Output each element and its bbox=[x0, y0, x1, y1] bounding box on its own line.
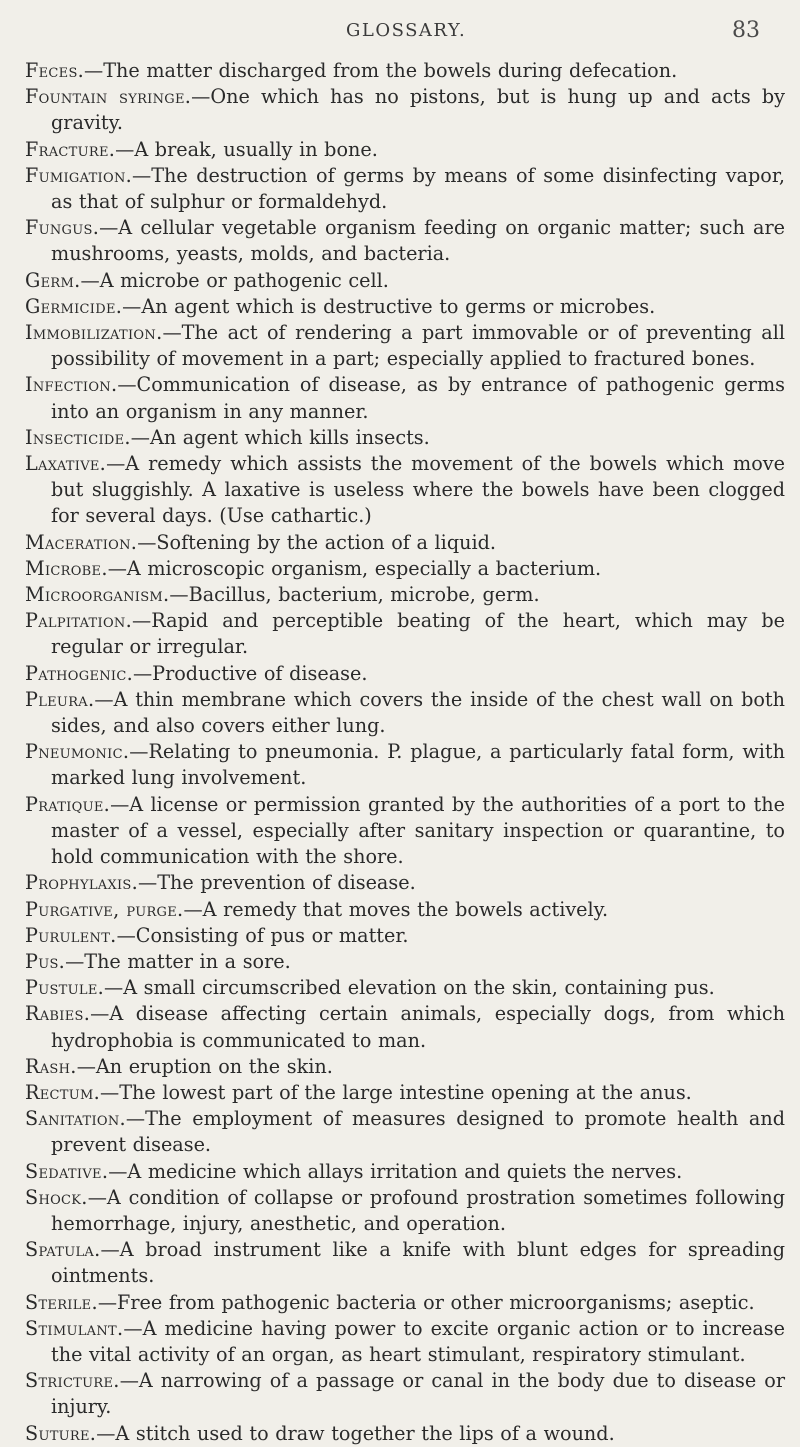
glossary-entry bbox=[25, 923, 785, 949]
glossary-term: Pneumonic. bbox=[25, 740, 130, 764]
glossary-term: Stimulant. bbox=[25, 1316, 124, 1340]
glossary-definition: —A condition of collapse or profound prostration sometimes following hemorrhage, injury, anesthetic, and operation. bbox=[51, 1185, 785, 1235]
glossary-entry bbox=[25, 608, 785, 660]
glossary-entry bbox=[25, 137, 785, 163]
glossary-term: Microbe. bbox=[25, 556, 108, 580]
glossary-term: Fountain syringe. bbox=[25, 85, 192, 109]
glossary-term: Insecticide. bbox=[25, 425, 131, 449]
glossary-definition: —Bacillus, bacterium, microbe, germ. bbox=[169, 583, 540, 607]
glossary-definition: —A disease affecting certain animals, especially dogs, from which hydrophobia is communicated to man. bbox=[51, 1002, 785, 1052]
glossary-term: Pathogenic. bbox=[25, 661, 133, 685]
glossary-definition: —Free from pathogenic bacteria or other microorganisms; aseptic. bbox=[97, 1290, 755, 1314]
glossary-term: Rectum. bbox=[25, 1080, 101, 1104]
glossary-term: Rabies. bbox=[25, 1002, 91, 1026]
glossary-entry bbox=[25, 1080, 785, 1106]
glossary-entry bbox=[25, 1290, 785, 1316]
glossary-entry bbox=[25, 739, 785, 791]
glossary-term: Prophylaxis. bbox=[25, 871, 139, 895]
glossary-entry bbox=[25, 975, 785, 1001]
glossary-term: Fungus. bbox=[25, 216, 100, 240]
glossary-entry bbox=[25, 294, 785, 320]
glossary-definition: —Rapid and perceptible beating of the heart, which may be regular or irregular. bbox=[51, 609, 785, 659]
page-number: 83 bbox=[732, 18, 760, 43]
glossary-term: Sanitation. bbox=[25, 1107, 126, 1131]
glossary-entry bbox=[25, 1185, 785, 1237]
glossary-definition: —The lowest part of the large intestine opening at the anus. bbox=[100, 1080, 692, 1104]
glossary-definition: —A medicine which allays irritation and quiets the nerves. bbox=[108, 1159, 683, 1183]
glossary-entry bbox=[25, 556, 785, 582]
glossary-entries bbox=[25, 58, 785, 1447]
glossary-entry bbox=[25, 451, 785, 530]
glossary-definition: —Relating to pneumonia. P. plague, a particularly fatal form, with marked lung involvement. bbox=[51, 740, 785, 790]
glossary-term: Rash. bbox=[25, 1054, 77, 1078]
glossary-definition: —A microbe or pathogenic cell. bbox=[80, 268, 389, 292]
glossary-term: Maceration. bbox=[25, 530, 138, 554]
glossary-entry bbox=[25, 1106, 785, 1158]
glossary-term: Microorganism. bbox=[25, 583, 170, 607]
glossary-term: Suture. bbox=[25, 1421, 97, 1445]
glossary-definition: —Softening by the action of a liquid. bbox=[137, 530, 496, 554]
glossary-definition: —One which has no pistons, but is hung up and acts by gravity. bbox=[51, 85, 786, 135]
glossary-entry bbox=[25, 1054, 785, 1080]
glossary-entry bbox=[25, 582, 785, 608]
page-title: GLOSSARY. bbox=[346, 20, 467, 41]
glossary-definition: —A narrowing of a passage or canal in the body due to disease or injury. bbox=[51, 1369, 785, 1419]
glossary-definition: —A remedy which assists the movement of the bowels which move but sluggishly. A laxative is useless where the bowels have been clogged for several days. (Use cathartic.) bbox=[51, 452, 785, 528]
glossary-definition: —A small circumscribed elevation on the skin, containing pus. bbox=[104, 976, 715, 1000]
glossary-term: Pratique. bbox=[25, 792, 111, 816]
glossary-entry bbox=[25, 897, 785, 923]
glossary-definition: —The prevention of disease. bbox=[138, 871, 416, 895]
glossary-term: Laxative. bbox=[25, 452, 107, 476]
glossary-definition: —An agent which is destructive to germs or microbes. bbox=[122, 294, 656, 318]
glossary-definition: —A microscopic organism, especially a bacterium. bbox=[107, 556, 602, 580]
glossary-entry bbox=[25, 530, 785, 556]
glossary-term: Pustule. bbox=[25, 976, 105, 1000]
glossary-definition: —The employment of measures designed to promote health and prevent disease. bbox=[51, 1107, 785, 1157]
glossary-term: Immobilization. bbox=[25, 321, 163, 345]
glossary-term: Palpitation. bbox=[25, 609, 132, 633]
glossary-term: Sedative. bbox=[25, 1159, 109, 1183]
glossary-entry bbox=[25, 84, 785, 136]
glossary-term: Stricture. bbox=[25, 1369, 120, 1393]
glossary-term: Fumigation. bbox=[25, 163, 133, 187]
glossary-definition: —Consisting of pus or matter. bbox=[116, 923, 409, 947]
glossary-definition: —A medicine having power to excite organic action or to increase the vital activity of an organ, as heart stimulant, respiratory stimulant. bbox=[51, 1316, 785, 1366]
glossary-definition: —A license or permission granted by the authorities of a port to the master of a vessel, especially after sanitary inspection or quarantine, to hold communication with the shore. bbox=[51, 792, 785, 869]
glossary-entry bbox=[25, 1421, 785, 1447]
glossary-definition: —A cellular vegetable organism feeding on organic matter; such are mushrooms, yeasts, molds, and bacteria. bbox=[51, 216, 785, 266]
glossary-definition: —A break, usually in bone. bbox=[115, 137, 378, 161]
glossary-definition: —A remedy that moves the bowels actively. bbox=[183, 897, 609, 921]
glossary-entry bbox=[25, 320, 785, 372]
glossary-entry bbox=[25, 870, 785, 896]
glossary-entry bbox=[25, 1316, 785, 1368]
glossary-term: Purgative, purge. bbox=[25, 897, 184, 921]
glossary-term: Spatula. bbox=[25, 1238, 101, 1262]
glossary-term: Germ. bbox=[25, 268, 81, 292]
glossary-entry bbox=[25, 163, 785, 215]
glossary-entry bbox=[25, 215, 785, 267]
glossary-term: Purulent. bbox=[25, 923, 117, 947]
glossary-definition: —The act of rendering a part immovable or of preventing all possibility of movement in a part; especially applied to fractured bones. bbox=[51, 321, 785, 371]
glossary-entry bbox=[25, 425, 785, 451]
glossary-definition: —An agent which kills insects. bbox=[130, 425, 430, 449]
glossary-entry bbox=[25, 58, 785, 84]
glossary-definition: —The destruction of germs by means of some disinfecting vapor, as that of sulphur or formaldehyd. bbox=[51, 163, 785, 214]
glossary-entry bbox=[25, 792, 785, 871]
glossary-term: Pleura. bbox=[25, 687, 95, 711]
glossary-term: Infection. bbox=[25, 373, 118, 397]
glossary-entry bbox=[25, 372, 785, 424]
glossary-entry bbox=[25, 1368, 785, 1420]
glossary-definition: —The matter in a sore. bbox=[65, 949, 291, 973]
glossary-definition: —A thin membrane which covers the inside of the chest wall on both sides, and also covers either lung. bbox=[51, 687, 785, 738]
glossary-definition: —A stitch used to draw together the lips of a wound. bbox=[96, 1421, 615, 1445]
glossary-term: Sterile. bbox=[25, 1290, 98, 1314]
glossary-term: Pus. bbox=[25, 949, 66, 973]
glossary-entry bbox=[25, 1001, 785, 1053]
glossary-term: Fracture. bbox=[25, 137, 116, 161]
page-header bbox=[0, 20, 800, 50]
glossary-definition: —A broad instrument like a knife with blunt edges for spreading ointments. bbox=[51, 1238, 785, 1288]
glossary-entry bbox=[25, 687, 785, 739]
glossary-entry bbox=[25, 1237, 785, 1289]
glossary-term: Shock. bbox=[25, 1185, 88, 1209]
glossary-definition: —An eruption on the skin. bbox=[76, 1054, 333, 1078]
glossary-entry bbox=[25, 949, 785, 975]
glossary-entry bbox=[25, 268, 785, 294]
glossary-definition: —The matter discharged from the bowels during defecation. bbox=[84, 59, 678, 82]
glossary-term: Feces. bbox=[25, 59, 85, 82]
glossary-entry bbox=[25, 1159, 785, 1185]
glossary-entry bbox=[25, 661, 785, 687]
glossary-definition: —Productive of disease. bbox=[132, 661, 368, 685]
glossary-term: Germicide. bbox=[25, 294, 123, 318]
glossary-definition: —Communication of disease, as by entrance of pathogenic germs into an organism in any manner. bbox=[51, 373, 785, 423]
